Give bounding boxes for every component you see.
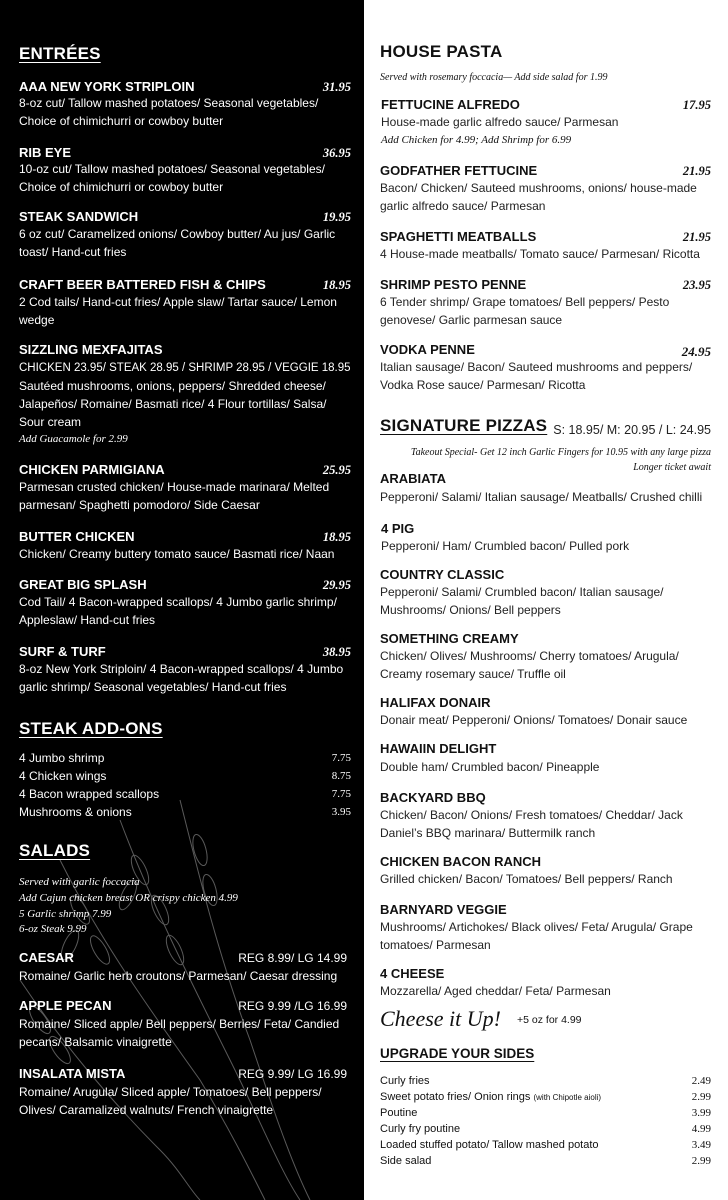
pasta-price: 17.95 — [682, 98, 711, 112]
addon-name: 4 Bacon wrapped scallops — [19, 787, 160, 801]
side-name: Poutine — [380, 1107, 418, 1119]
addon-price: 3.95 — [331, 806, 351, 818]
entree-desc: Chicken/ Creamy buttery tomato sauce/ Basmati rice/ Naan — [19, 547, 335, 561]
entree-desc: 2 Cod tails/ Hand-cut fries/ Apple slaw/ Tartar sauce/ Lemon wedge — [19, 295, 337, 327]
pizza-name: SOMETHING CREAMY — [380, 631, 519, 646]
pizza-desc: Chicken/ Olives/ Mushrooms/ Cherry tomatoes/ Arugula/ Creamy rosemary sauce/ Truffle oil — [380, 649, 679, 681]
pasta-note: Add Chicken for 4.99; Add Shrimp for 6.99 — [381, 134, 572, 146]
salad-note: Served with garlic foccacia — [19, 876, 140, 888]
entree-price: 25.95 — [322, 463, 351, 477]
pizza-desc: Grilled chicken/ Bacon/ Tomatoes/ Bell peppers/ Ranch — [380, 872, 673, 886]
salad-price: REG 8.99/ LG 14.99 — [238, 951, 347, 965]
addon-name: 4 Jumbo shrimp — [19, 751, 105, 765]
entree-name: AAA NEW YORK STRIPLOIN — [19, 79, 195, 94]
entree-price: 18.95 — [322, 530, 351, 544]
pizza-desc: Pepperoni/ Salami/ Crumbled bacon/ Italian sausage/ Mushrooms/ Onions/ Bell peppers — [380, 585, 664, 617]
side-name — [380, 1091, 601, 1103]
pizza-wait: Longer ticket await — [633, 462, 711, 473]
entree-desc: 6 oz cut/ Caramelized onions/ Cowboy butter/ Au jus/ Garlic toast/ Hand-cut fries — [19, 227, 336, 259]
entree-price: 36.95 — [322, 146, 351, 160]
pizza-desc: Chicken/ Bacon/ Onions/ Fresh tomatoes/ Cheddar/ Jack Daniel’s BBQ marinara/ Buttermilk ranch — [380, 808, 683, 840]
pasta-name: FETTUCINE ALFREDO — [381, 97, 520, 112]
sides-heading: UPGRADE YOUR SIDES — [380, 1046, 535, 1061]
salad-desc: Romaine/ Arugula/ Sliced apple/ Tomatoes/ Bell peppers/ Olives/ Caramalized walnuts/ French vinaigrette — [19, 1085, 322, 1117]
pasta-desc: House-made garlic alfredo sauce/ Parmesan — [381, 115, 619, 129]
side-price: 3.99 — [691, 1107, 711, 1119]
pasta-price: 21.95 — [682, 230, 711, 244]
pizza-name: HAWAIIN DELIGHT — [380, 741, 497, 756]
entree-desc: Cod Tail/ 4 Bacon-wrapped scallops/ 4 Jumbo garlic shrimp/ Appleslaw/ Hand-cut fries — [19, 595, 337, 627]
entree-desc: 10-oz cut/ Tallow mashed potatoes/ Seasonal vegetables/ Choice of chimichurri or cowboy butter — [19, 162, 325, 194]
side-name: Curly fries — [380, 1075, 430, 1087]
pizza-name: CHICKEN BACON RANCH — [380, 854, 542, 869]
side-price: 3.49 — [691, 1139, 711, 1151]
right-column — [364, 0, 728, 1200]
entree-desc: 8-oz New York Striploin/ 4 Bacon-wrapped scallops/ 4 Jumbo garlic shrimp/ Seasonal vegetables/ Hand-cut fries — [19, 662, 344, 694]
pasta-name: VODKA PENNE — [380, 342, 475, 357]
pasta-price: 21.95 — [682, 164, 711, 178]
salads-heading: SALADS — [19, 841, 91, 860]
cheese-up-price: +5 oz for 4.99 — [517, 1014, 582, 1026]
addon-name: 4 Chicken wings — [19, 769, 107, 783]
entree-name: SIZZLING MEXFAJITAS — [19, 342, 163, 357]
addons-heading: STEAK ADD-ONS — [19, 719, 163, 738]
entree-note: Add Guacamole for 2.99 — [19, 433, 128, 445]
entree-name: STEAK SANDWICH — [19, 209, 139, 224]
pasta-desc: Bacon/ Chicken/ Sauteed mushrooms, onions/ house-made garlic alfredo sauce/ Parmesan — [380, 181, 697, 213]
cheese-it-up-script: Cheese it Up! — [380, 1006, 501, 1031]
pasta-price: 24.95 — [681, 344, 711, 359]
side-name-text: Sweet potato fries/ Onion rings — [380, 1091, 531, 1103]
entree-name: BUTTER CHICKEN — [19, 529, 135, 544]
salad-note: 6-oz Steak 9.99 — [19, 923, 87, 935]
entrees-heading: ENTRÉES — [19, 44, 101, 63]
pizza-sizes: S: 18.95/ M: 20.95 / L: 24.95 — [553, 423, 711, 437]
side-name: Curly fry poutine — [380, 1123, 461, 1135]
side-price: 2.99 — [691, 1155, 711, 1167]
pasta-name: SPAGHETTI MEATBALLS — [380, 229, 537, 244]
entree-name: GREAT BIG SPLASH — [19, 577, 147, 592]
salad-name: INSALATA MISTA — [19, 1066, 126, 1081]
salad-note: Add Cajun chicken breast OR crispy chicken 4.99 — [19, 892, 238, 904]
salad-name: APPLE PECAN — [19, 998, 112, 1013]
pizza-desc: Mozzarella/ Aged cheddar/ Feta/ Parmesan — [380, 984, 611, 998]
entree-name: CHICKEN PARMIGIANA — [19, 462, 165, 477]
side-name: Side salad — [380, 1155, 432, 1167]
addon-name: Mushrooms & onions — [19, 805, 132, 819]
addon-price: 8.75 — [331, 770, 351, 782]
side-price: 2.49 — [691, 1075, 711, 1087]
salad-name: CAESAR — [19, 950, 74, 965]
side-name-extra: (with Chipotle aioli) — [533, 1093, 602, 1102]
side-price: 2.99 — [691, 1091, 711, 1103]
pizza-special: Takeout Special- Get 12 inch Garlic Fingers for 10.95 with any large pizza — [410, 447, 711, 458]
pizza-name: BARNYARD VEGGIE — [380, 902, 507, 917]
pasta-name: SHRIMP PESTO PENNE — [380, 277, 527, 292]
pizza-desc: Pepperoni/ Salami/ Italian sausage/ Meatballs/ Crushed chilli — [380, 490, 703, 504]
pizza-name: 4 PIG — [381, 521, 415, 536]
pizza-heading: SIGNATURE PIZZAS — [380, 416, 548, 435]
entree-price: 19.95 — [322, 210, 351, 224]
pasta-subtitle: Served with rosemary foccacia— Add side salad for 1.99 — [380, 72, 608, 83]
entree-name: RIB EYE — [19, 145, 72, 160]
pasta-price: 23.95 — [682, 278, 711, 292]
pizza-name: 4 CHEESE — [380, 966, 445, 981]
entree-price: 18.95 — [322, 278, 351, 292]
salad-desc: Romaine/ Garlic herb croutons/ Parmesan/ Caesar dressing — [19, 969, 338, 983]
salad-note: 5 Garlic shrimp 7.99 — [19, 908, 112, 920]
pizza-name: HALIFAX DONAIR — [380, 695, 491, 710]
pizza-name: ARABIATA — [380, 471, 446, 486]
pasta-heading: HOUSE PASTA — [380, 42, 503, 61]
entree-name: CRAFT BEER BATTERED FISH & CHIPS — [19, 277, 266, 292]
pasta-name: GODFATHER FETTUCINE — [380, 163, 538, 178]
pasta-desc: 6 Tender shrimp/ Grape tomatoes/ Bell peppers/ Pesto genovese/ Garlic parmesan sauce — [380, 295, 670, 327]
addon-price: 7.75 — [331, 752, 351, 764]
fajita-prices: CHICKEN 23.95/ STEAK 28.95 / SHRIMP 28.95 / VEGGIE 18.95 — [19, 362, 351, 374]
addon-price: 7.75 — [331, 788, 351, 800]
entree-desc: Parmesan crusted chicken/ House-made marinara/ Melted parmesan/ Spaghetti pomodoro/ Side Caesar — [19, 480, 330, 512]
pizza-desc: Pepperoni/ Ham/ Crumbled bacon/ Pulled pork — [381, 539, 630, 553]
pasta-desc: 4 House-made meatballs/ Tomato sauce/ Parmesan/ Ricotta — [380, 247, 700, 261]
entree-price: 31.95 — [322, 80, 351, 94]
salad-price: REG 9.99 /LG 16.99 — [238, 999, 347, 1013]
pizza-name: BACKYARD BBQ — [380, 790, 486, 805]
salad-desc: Romaine/ Sliced apple/ Bell peppers/ Berries/ Feta/ Candied pecans/ Balsamic vinaigrette — [19, 1017, 340, 1049]
entree-price: 29.95 — [322, 578, 351, 592]
side-price: 4.99 — [691, 1123, 711, 1135]
entree-name: SURF & TURF — [19, 644, 106, 659]
side-name: Loaded stuffed potato/ Tallow mashed potato — [380, 1139, 599, 1151]
pizza-name: COUNTRY CLASSIC — [380, 567, 505, 582]
entree-price: 38.95 — [322, 645, 351, 659]
pasta-desc: Italian sausage/ Bacon/ Sauteed mushrooms and peppers/ Vodka Rose sauce/ Parmesan/ Ricotta — [380, 360, 693, 392]
pizza-desc: Double ham/ Crumbled bacon/ Pineapple — [380, 760, 600, 774]
pizza-desc: Mushrooms/ Artichokes/ Black olives/ Feta/ Arugula/ Grape tomatoes/ Parmesan — [380, 920, 693, 952]
pizza-desc: Donair meat/ Pepperoni/ Onions/ Tomatoes/ Donair sauce — [380, 713, 688, 727]
entree-desc: Sautéed mushrooms, onions, peppers/ Shredded cheese/ Jalapeños/ Romaine/ Basmati rice/ 4 Flour tortillas/ Salsa/ Sour cream — [19, 379, 327, 429]
salad-price: REG 9.99/ LG 16.99 — [238, 1067, 347, 1081]
entree-desc: 8-oz cut/ Tallow mashed potatoes/ Seasonal vegetables/ Choice of chimichurri or cowboy butter — [19, 96, 319, 128]
